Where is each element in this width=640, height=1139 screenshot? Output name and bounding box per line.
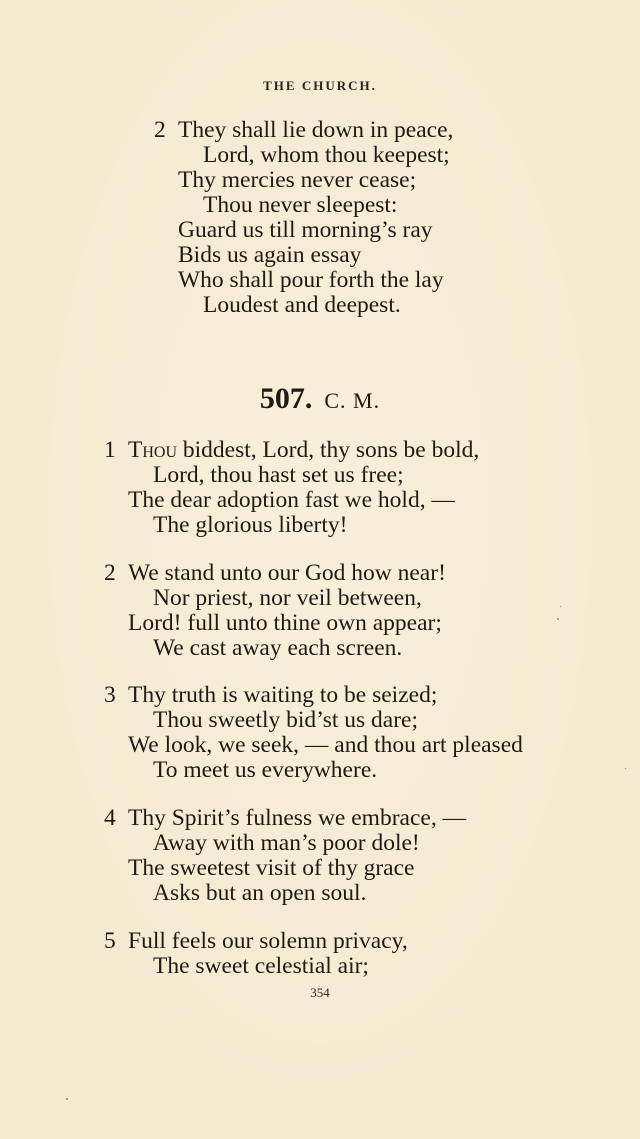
verse-line: Loudest and deepest. bbox=[203, 292, 401, 318]
verse-line: Bids us again essay bbox=[178, 242, 362, 268]
stanza-number: 3 bbox=[104, 682, 116, 708]
paper-speck bbox=[557, 618, 559, 620]
stanza-3 bbox=[104, 682, 523, 783]
stanza-number: 4 bbox=[104, 805, 116, 831]
verse-line: Thou sweetly bid’st us dare; bbox=[153, 707, 418, 733]
verse-line: The dear adoption fast we hold, — bbox=[128, 487, 455, 513]
hymn-heading bbox=[0, 382, 640, 416]
stanza-2 bbox=[104, 560, 446, 661]
verse-line bbox=[104, 682, 523, 708]
verse-text: We stand unto our God how near! bbox=[128, 560, 446, 586]
verse-text: Thy truth is waiting to be seized; bbox=[128, 682, 438, 708]
first-word: Thou bbox=[128, 437, 178, 463]
stanza-1 bbox=[104, 437, 480, 538]
verse-line: The sweet celestial air; bbox=[153, 953, 369, 979]
stanza-number: 2 bbox=[154, 117, 166, 143]
verse-line: Guard us till morning’s ray bbox=[178, 217, 433, 243]
page-number: 354 bbox=[310, 985, 330, 1000]
verse-line: Nor priest, nor veil between, bbox=[153, 585, 422, 611]
verse-line bbox=[104, 437, 480, 463]
paper-speck bbox=[66, 1098, 68, 1100]
verse-line: Thou never sleepest: bbox=[203, 192, 398, 218]
verse-line: The glorious liberty! bbox=[153, 512, 348, 538]
running-head: THE CHURCH. bbox=[263, 78, 377, 93]
hymn-number: 507. bbox=[259, 382, 313, 415]
paper-speck bbox=[560, 606, 561, 607]
verse-text: Thy Spirit’s fulness we embrace, — bbox=[128, 805, 467, 831]
verse-line: Who shall pour forth the lay bbox=[178, 267, 444, 293]
verse-line: Lord! full unto thine own appear; bbox=[128, 610, 442, 636]
stanza-5 bbox=[104, 928, 408, 979]
stanza-prev-2 bbox=[154, 117, 454, 318]
verse-line bbox=[154, 117, 454, 143]
verse-line: Asks but an open soul. bbox=[153, 880, 367, 906]
verse-text: Full feels our solemn privacy, bbox=[128, 928, 408, 954]
verse-text: They shall lie down in peace, bbox=[178, 117, 454, 143]
verse-text: biddest, Lord, thy sons be bold, bbox=[177, 437, 480, 463]
hymn-meter: C. M. bbox=[324, 388, 381, 413]
verse-line: Lord, whom thou keepest; bbox=[203, 142, 450, 168]
stanza-number: 2 bbox=[104, 560, 116, 586]
verse-line bbox=[104, 560, 446, 586]
verse-line bbox=[104, 805, 467, 831]
verse-line: We cast away each screen. bbox=[153, 635, 403, 661]
stanza-number: 5 bbox=[104, 928, 116, 954]
stanza-4 bbox=[104, 805, 467, 906]
verse-line: We look, we seek, — and thou art pleased bbox=[128, 732, 523, 758]
verse-line: The sweetest visit of thy grace bbox=[128, 855, 415, 881]
verse-line: Lord, thou hast set us free; bbox=[153, 462, 404, 488]
verse-line: Away with man’s poor dole! bbox=[153, 830, 420, 856]
paper-speck bbox=[625, 768, 626, 769]
stanza-number: 1 bbox=[104, 437, 116, 463]
verse-line bbox=[104, 928, 408, 954]
verse-line: To meet us everywhere. bbox=[153, 757, 378, 783]
verse-line: Thy mercies never cease; bbox=[178, 167, 417, 193]
